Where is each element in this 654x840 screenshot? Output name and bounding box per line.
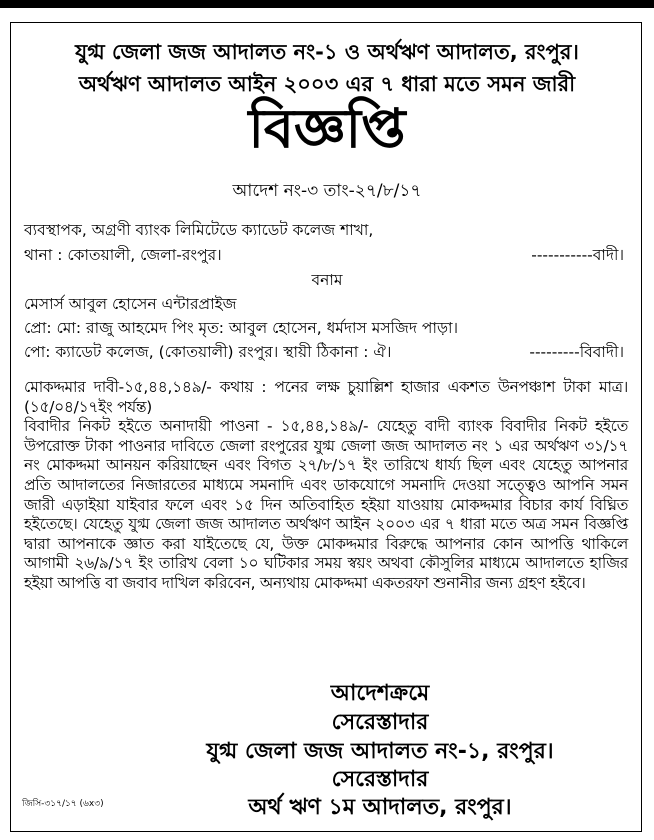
court-name-2: অর্থ ঋণ ১ম আদালত, রংপুর। [248,795,512,820]
defendant-role: ---------বিবাদী। [529,343,624,361]
court-heading: যুগ্ম জেলা জজ আদালত নং-১ ও অর্থঋণ আদালত, রংপুর। [75,40,579,64]
plaintiff-line-1: ব্যবস্থাপক, অগ্রণী ব্যাংক লিমিটেডে ক্যাডেট কলেজ শাখা, [24,221,374,239]
plaintiff-role: -----------বাদী। [531,246,624,264]
clerk-title-2: সেরেস্তাদার [331,767,429,792]
clerk-title-1: সেরেস্তাদার [331,710,429,735]
top-rule [0,0,654,8]
order-line: আদেশ নং-৩ তাং-২৭/৮/১৭ [232,181,422,201]
plaintiff-line-2: থানা : কোতয়ালী, জেলা-রংপুর। [24,246,222,264]
reference-code: জিসি-৩১৭/১৭ (৬x৩) [22,799,104,809]
summons-paragraph: বিবাদীর নিকট হইতে অনাদায়ী পাওনা - ১৫,৪৪,১৪৯/- যেহেতু বাদী ব্যাংক বিবাদীর নিকট হইতে উপরোক্ত টাকা পাওনার দাবিতে জেলা রংপুরের যুগ্ম জেলা জজ আদালত নং ১ এর অর্থঋণ ৩১/১৭ নং মোকদ্দমা আনয়ন করিয়াছেন এবং বিগত ২৭/৮/১৭ ইং তারিখে ধার্য্য ছিল এবং যেহেতু আপনার প্রতি আদালতের নিজারতের মাধ্যমে সমনাদি এবং ডাকযোগে সমনাদি দেওয়া সত্ত্বেও আপনি সমন জারী এড়াইয়া যাইবার ফলে এবং ১৫ দিন অতিবাহিত হইয়া যাওয়ায় মোকদ্দমার বিচার কার্য বিঘ্নিত হইতেছে। যেহেতু যুগ্ম জেলা জজ আদালত অর্থঋণ আইন ২০০৩ এর ৭ ধারা মতে অত্র সমন বিজ্ঞপ্তি দ্বারা আপনাকে জ্ঞাত করা যাইতেছে যে, উক্ত মোকদ্দমার বিরুদ্ধে আপনার কোন আপত্তি থাকিলে আগামী ২৬/৯/১৭ ইং তারিখ বেলা ১০ ঘটিকার সময় স্বয়ং অথবা কৌসুলির মাধ্যমে আদালতে হাজির হইয়া আপত্তি বা জবাব দাখিল করিবেন, অন্যথায় মোকদ্দমা একতরফা শুনানীর জন্য গ্রহণ হইবে। [24,417,628,592]
court-name-1: যুগ্ম জেলা জজ আদালত নং-১, রংপুর। [206,739,554,764]
act-heading: অর্থঋণ আদালত আইন ২০০৩ এর ৭ ধারা মতে সমন জারী [78,72,576,96]
by-order-label: আদেশক্রমে [330,681,430,706]
notice-body [24,378,628,594]
versus-label: বনাম [311,271,343,289]
defendant-line-2: প্রো: মো: রাজু আহমেদ পিং মৃত: আবুল হোসেন, ধর্মদাস মসজিদ পাড়া। [24,319,459,337]
defendant-line-1: মেসার্স আবুল হোসেন এন্টারপ্রাইজ [24,295,237,313]
notice-title: বিজ্ঞপ্তি [248,97,406,160]
claim-paragraph: মোকদ্দমার দাবী-১৫,৪৪,১৪৯/- কথায় : পনের লক্ষ চুয়াল্লিশ হাজার একশত উনপঞ্চাশ টাকা মাত্র। (১৫/০৪/১৭ইং পর্যন্ত) [24,378,628,416]
defendant-line-3: পো: ক্যাডেট কলেজ, (কোতয়ালী) রংপুর। স্থায়ী ঠিকানা : ঐ। [24,343,392,361]
